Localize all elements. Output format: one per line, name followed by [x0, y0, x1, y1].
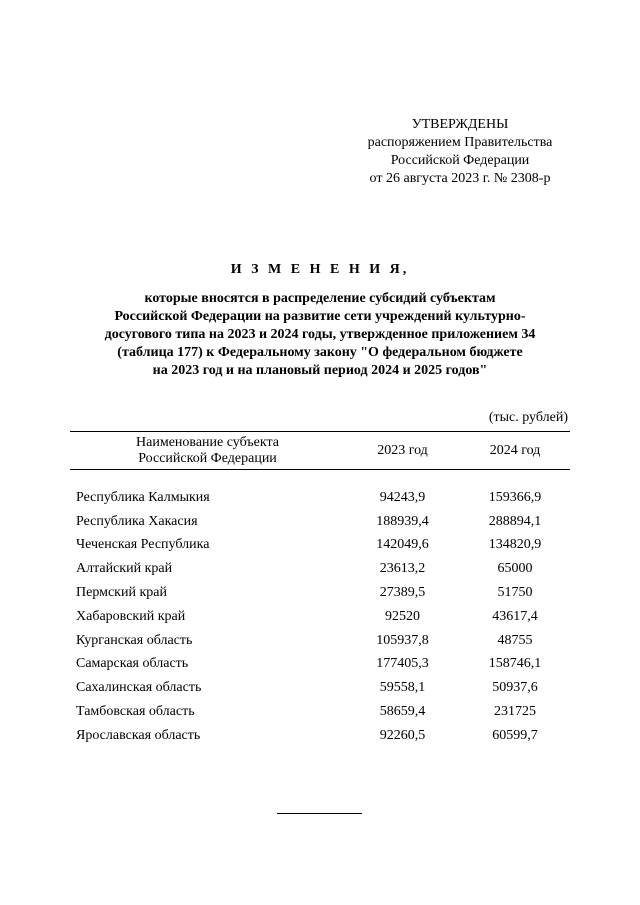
subtitle-line: Российской Федерации на развитие сети учреждений культурно-: [114, 309, 526, 324]
value-2023-cell: 27389,5: [379, 585, 426, 601]
region-name-cell: Курганская область: [76, 632, 193, 648]
value-2024-cell: 288894,1: [488, 513, 542, 529]
region-name-cell: Республика Хакасия: [76, 513, 198, 529]
approval-line: от 26 августа 2023 г. № 2308-р: [369, 171, 551, 186]
header-year-2024: 2024 год: [489, 442, 541, 458]
value-2024-cell: 60599,7: [492, 727, 538, 743]
value-2023-cell: 188939,4: [376, 513, 429, 529]
region-name-cell: Самарская область: [76, 656, 189, 672]
value-2023-cell: 58659,4: [379, 704, 426, 720]
value-2023-cell: 59558,1: [379, 680, 426, 696]
region-name-cell: Чеченская Республика: [76, 537, 210, 553]
table-body: [70, 470, 570, 748]
value-2024-cell: 134820,9: [488, 537, 542, 553]
table-row: [70, 581, 570, 605]
table-row: [70, 724, 570, 748]
region-name-cell: Пермский край: [76, 585, 167, 601]
table-row: [70, 510, 570, 534]
table-row: [70, 557, 570, 581]
value-2024-cell: 48755: [497, 632, 533, 648]
footer-divider: [277, 813, 362, 814]
region-name-cell: Тамбовская область: [76, 704, 195, 720]
region-name-cell: Республика Калмыкия: [76, 489, 210, 505]
subtitle-line: которые вносятся в распределение субсидий субъектам: [144, 291, 496, 306]
document-title: И З М Е Н Е Н И Я,: [230, 262, 410, 277]
approval-line: УТВЕРЖДЕНЫ: [411, 117, 509, 132]
table-row: [70, 486, 570, 510]
subsidy-table: [70, 431, 570, 748]
value-2024-cell: 158746,1: [488, 656, 542, 672]
table-row: [70, 629, 570, 653]
approval-block: [330, 116, 590, 188]
region-name-cell: Алтайский край: [76, 561, 173, 577]
approval-line: распоряжением Правительства: [367, 135, 553, 150]
value-2024-cell: 231725: [494, 704, 536, 720]
subtitle-line: на 2023 год и на плановый период 2024 и 2025 годов": [152, 363, 488, 378]
region-name-cell: Ярославская область: [76, 727, 201, 743]
units-label: (тыс. рублей): [488, 410, 568, 425]
region-name-cell: Сахалинская область: [76, 680, 202, 696]
table-row: [70, 534, 570, 558]
value-2024-cell: 159366,9: [488, 489, 542, 505]
header-region-line: Наименование субъекта: [136, 434, 279, 450]
value-2023-cell: 94243,9: [379, 489, 426, 505]
value-2023-cell: 105937,8: [376, 632, 429, 648]
header-year-2023: 2023 год: [377, 442, 428, 458]
value-2024-cell: 51750: [497, 585, 533, 601]
region-name-cell: Хабаровский край: [76, 608, 186, 624]
value-2023-cell: 92260,5: [379, 727, 426, 743]
header-region: [70, 435, 345, 467]
table-row: [70, 700, 570, 724]
document-subtitle: [90, 290, 550, 380]
table-row: [70, 653, 570, 677]
value-2024-cell: 43617,4: [492, 608, 538, 624]
table-row: [70, 605, 570, 629]
header-region-line: Российской Федерации: [138, 450, 277, 466]
subtitle-line: (таблица 177) к Федеральному закону "О федеральном бюджете: [117, 345, 523, 360]
table-row: [70, 676, 570, 700]
value-2023-cell: 142049,6: [376, 537, 429, 553]
value-2024-cell: 65000: [497, 561, 533, 577]
value-2023-cell: 177405,3: [376, 656, 429, 672]
value-2023-cell: 23613,2: [379, 561, 426, 577]
subtitle-line: досугового типа на 2023 и 2024 годы, утвержденное приложением 34: [104, 327, 536, 342]
value-2024-cell: 50937,6: [492, 680, 538, 696]
table-header: [70, 431, 570, 470]
value-2023-cell: 92520: [385, 608, 420, 624]
approval-line: Российской Федерации: [390, 153, 530, 168]
